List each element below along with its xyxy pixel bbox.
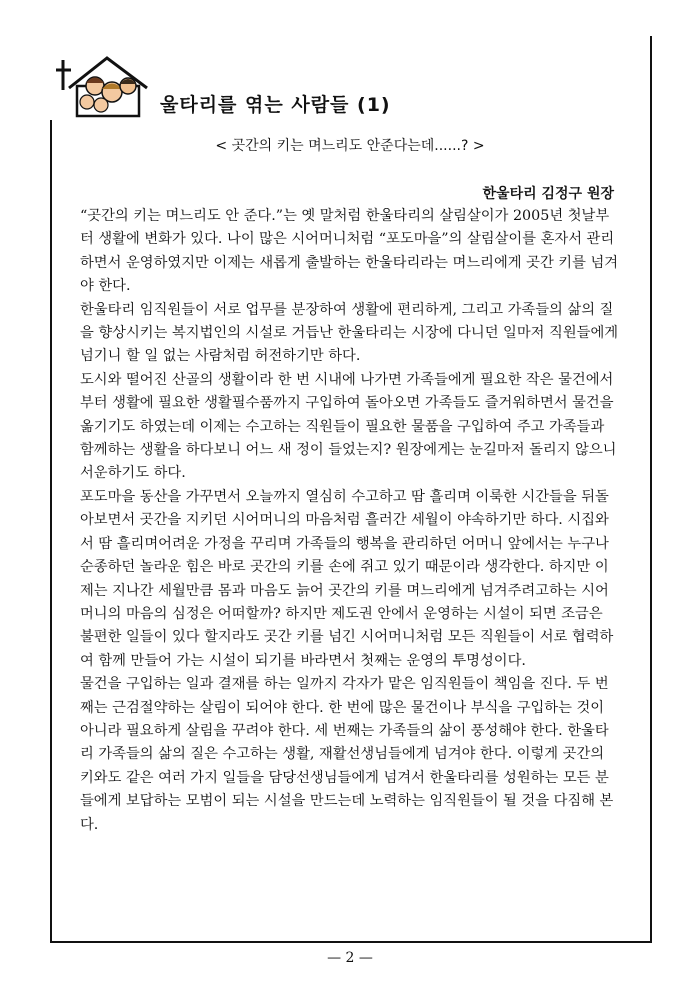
page-number: — 2 —	[327, 950, 373, 966]
paragraph: 포도마을 동산을 가꾸면서 오늘까지 열심히 수고하고 땀 흘리며 이룩한 시간들을 뒤돌아보면서 곳간을 지키던 시어머니의 마음처럼 흘러간 세월이 야속하기만 하다. 시집와서 땀 흘리며어려운 가정을 꾸리며 가족들의 행복을 관리하던 어머니 앞에서는 누구나 순종하던 놀라운 힘은 바로 곳간의 키를 손에 쥐고 있기 때문이라 생각한다. 하지만 이제는 지나간 세월만큼 몸과 마음도 늙어 곳간의 키를 며느리에게 넘겨주려고하는 시어머니의 마음의 심정은 어떠할까? 하지만 제도권 안에서 운영하는 시설이 되면 조금은 불편한 일들이 있다 할지라도 곳간 키를 넘긴 시어머니처럼 모든 직원들이 서로 협력하여 함께 만들어 가는 시설이 되기를 바라면서 첫째는 운영의 투명성이다.	[80, 488, 614, 669]
article-body	[80, 205, 620, 837]
paragraph: “곳간의 키는 며느리도 안 준다.”는 옛 말처럼 한울타리의 살림살이가 2005년 첫날부터 생활에 변화가 있다. 나이 많은 시어머니처럼 “포도마을”의 살림살이를 혼자서 관리 하면서 운영하였지만 이제는 새롭게 출발하는 한울타리라는 며느리에게 곳간 키를 넘겨야 한다.	[80, 208, 619, 295]
paragraph: 물건을 구입하는 일과 결재를 하는 일까지 각자가 맡은 임직원들이 책임을 진다. 두 번째는 근검절약하는 살림이 되어야 한다. 한 번에 많은 물건이나 부식을 구입하는 것이 아니라 필요하게 살림을 꾸려야 한다. 세 번째는 가족들의 삶이 풍성해야 한다. 한울타리 가족들의 삶의 질은 수고하는 생활, 재활선생님들에게 넘겨야 한다. 이렇게 곳간의 키와도 같은 여러 가지 일들을 담당선생님들에게 넘겨서 한울타리를 성원하는 모든 분들에게 보답하는 모범이 되는 시설을 만드는데 노력하는 임직원들이 될 것을 다짐해 본다.	[80, 676, 614, 833]
frame-left-line	[50, 120, 52, 943]
article-title: 울타리를 엮는 사람들 (1)	[160, 94, 391, 116]
family-house-icon	[55, 50, 160, 120]
paragraph: 한울타리 임직원들이 서로 업무를 분장하여 생활에 편리하게, 그리고 가족들의 삶의 질을 향상시키는 복지법인의 시설로 거듭난 한울타리는 시장에 다니던 일마저 직원들에게 넘기니 할 일 없는 사람처럼 허전하기만 하다.	[80, 301, 619, 365]
paragraph: 도시와 떨어진 산골의 생활이라 한 번 시내에 나가면 가족들에게 필요한 작은 물건에서부터 생활에 필요한 생활필수품까지 구입하여 돌아오면 가족들도 즐거워하면서 물건을 옮기기도 하였는데 이제는 수고하는 직원들이 필요한 물품을 구입하여 주고 가족들과 함께하는 생활을 하다보니 어느 새 정이 들었는지? 원장에게는 눈길마저 돌리지 않으니 서운하기도 하다.	[80, 371, 617, 482]
article-author: 한울타리 김정구 원장	[482, 186, 614, 202]
article-subtitle: < 곳간의 키는 며느리도 안준다는데......? >	[215, 138, 485, 154]
